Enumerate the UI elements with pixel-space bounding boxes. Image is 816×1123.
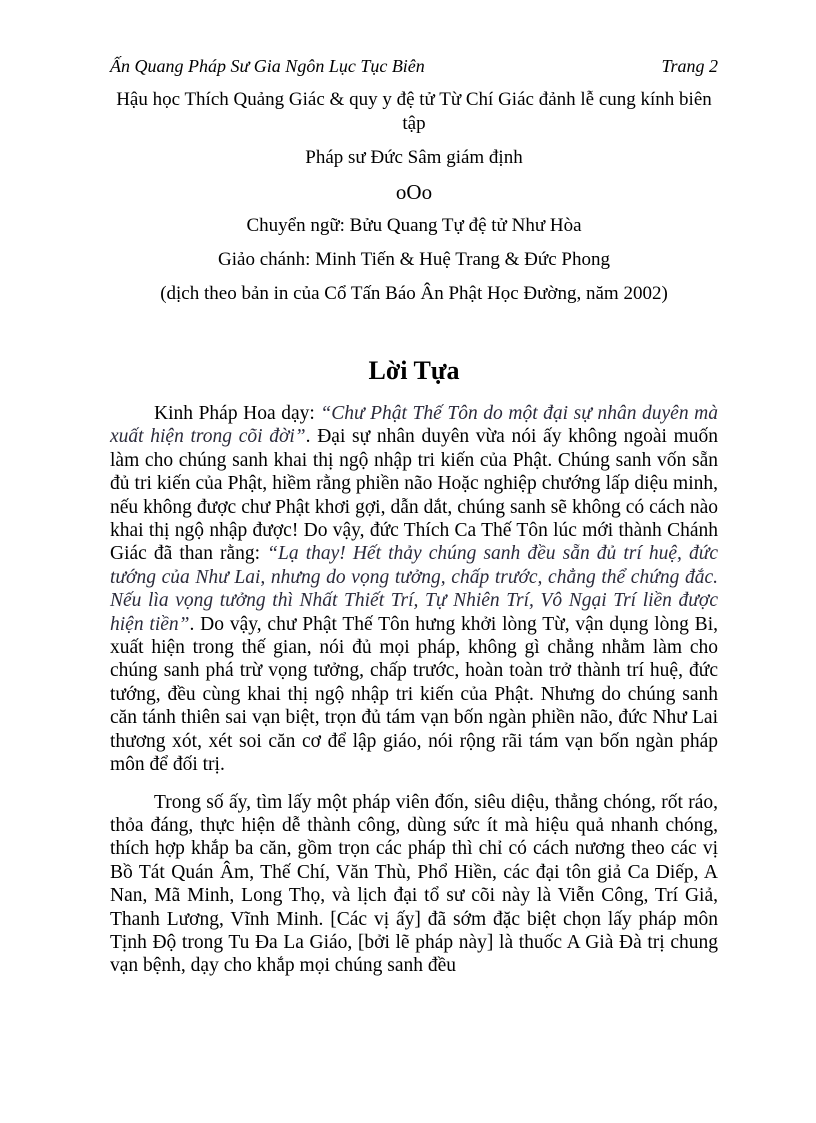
book-title: Ấn Quang Pháp Sư Gia Ngôn Lục Tục Biên xyxy=(110,56,425,76)
page-header xyxy=(110,56,718,80)
paragraph-1 xyxy=(110,402,718,777)
source-note: (dịch theo bản in của Cổ Tấn Báo Ân Phật Học Đường, năm 2002) xyxy=(160,283,668,304)
paragraph-1-text-a: . Đại sự nhân duyên vừa nói ấy không ngoài muốn làm cho chúng sanh khai thị ngộ nhập tri kiến của Phật. Chúng sanh vốn sẵn đủ tri kiến của Phật, hiềm rằng phiền não Hoặc nghiệp chướng lấp diệu minh, nếu không được chư Phật khơi gợi, dẫn dắt, chúng sanh sẽ không có cách nào khai thị ngộ nhập được! Do vậy, đức Thích Ca Thế Tôn lúc mới thành Chánh Giác đã than rằng: xyxy=(110,426,718,565)
section-title: Lời Tựa xyxy=(368,356,460,385)
page-number: Trang 2 xyxy=(661,56,718,76)
paragraph-1-text-b: . Do vậy, chư Phật Thế Tôn hưng khởi lòng Từ, vận dụng lòng Bi, xuất hiện trong thế gian, nói đủ mọi pháp, không gì chẳng nhằm làm cho chúng sanh phá trừ vọng tưởng, chấp trước, hoàn toàn trở thành trí huệ, đức tướng, đều cùng khai thị ngộ nhập tri kiến của Phật. Nhưng do chúng sanh căn tánh thiên sai vạn biệt, trọn đủ tám vạn bốn ngàn phiền não, đức Như Lai thương xót, xét soi căn cơ để lập giáo, nói rộng rãi tám vạn bốn ngàn pháp môn để đối trị. xyxy=(110,613,718,776)
lotus-sutra-quote: “Chư Phật Thế Tôn do một đại sự nhân duyên mà xuất hiện trong cõi đời” xyxy=(110,403,718,448)
reviewer-line: Pháp sư Đức Sâm giám định xyxy=(305,147,523,168)
buddha-quote: “Lạ thay! Hết thảy chúng sanh đều sẵn đủ trí huệ, đức tướng của Như Lai, nhưng do vọng tưởng, chấp trước, chẳng thể chứng đắc. Nếu lìa vọng tưởng thì Nhất Thiết Trí, Tự Nhiên Trí, Vô Ngại Trí liền được hiện tiền” xyxy=(110,543,718,635)
body-text xyxy=(110,402,718,978)
credits-block xyxy=(110,88,718,306)
separator: oOo xyxy=(395,180,433,204)
editors-line: Giảo chánh: Minh Tiến & Huệ Trang & Đức Phong xyxy=(218,249,610,270)
translator-line: Chuyển ngữ: Bửu Quang Tự đệ tử Như Hòa xyxy=(246,215,582,236)
compilers-line: Hậu học Thích Quảng Giác & quy y đệ tử Từ Chí Giác đảnh lễ cung kính biên tập xyxy=(116,89,712,134)
paragraph-1-intro: Kinh Pháp Hoa dạy: xyxy=(154,403,321,424)
paragraph-2: Trong số ấy, tìm lấy một pháp viên đốn, siêu diệu, thẳng chóng, rốt ráo, thỏa đáng, thực hiện dễ thành công, dùng sức ít mà hiệu quả nhanh chóng, thích hợp khắp ba căn, gồm trọn các pháp thì chỉ có cách nương theo các vị Bồ Tát Quán Âm, Thế Chí, Văn Thù, Phổ Hiền, các đại tôn giả Ca Diếp, A Nan, Mã Minh, Long Thọ, và lịch đại tổ sư cõi này là Viễn Công, Trí Giả, Thanh Lương, Vĩnh Minh. [Các vị ấy] đã sớm đặc biệt chọn lấy pháp môn Tịnh Độ trong Tu Đa La Giáo, [bởi lẽ pháp này] là thuốc A Già Đà trị chung vạn bệnh, dạy cho khắp mọi chúng sanh đều xyxy=(110,791,718,977)
